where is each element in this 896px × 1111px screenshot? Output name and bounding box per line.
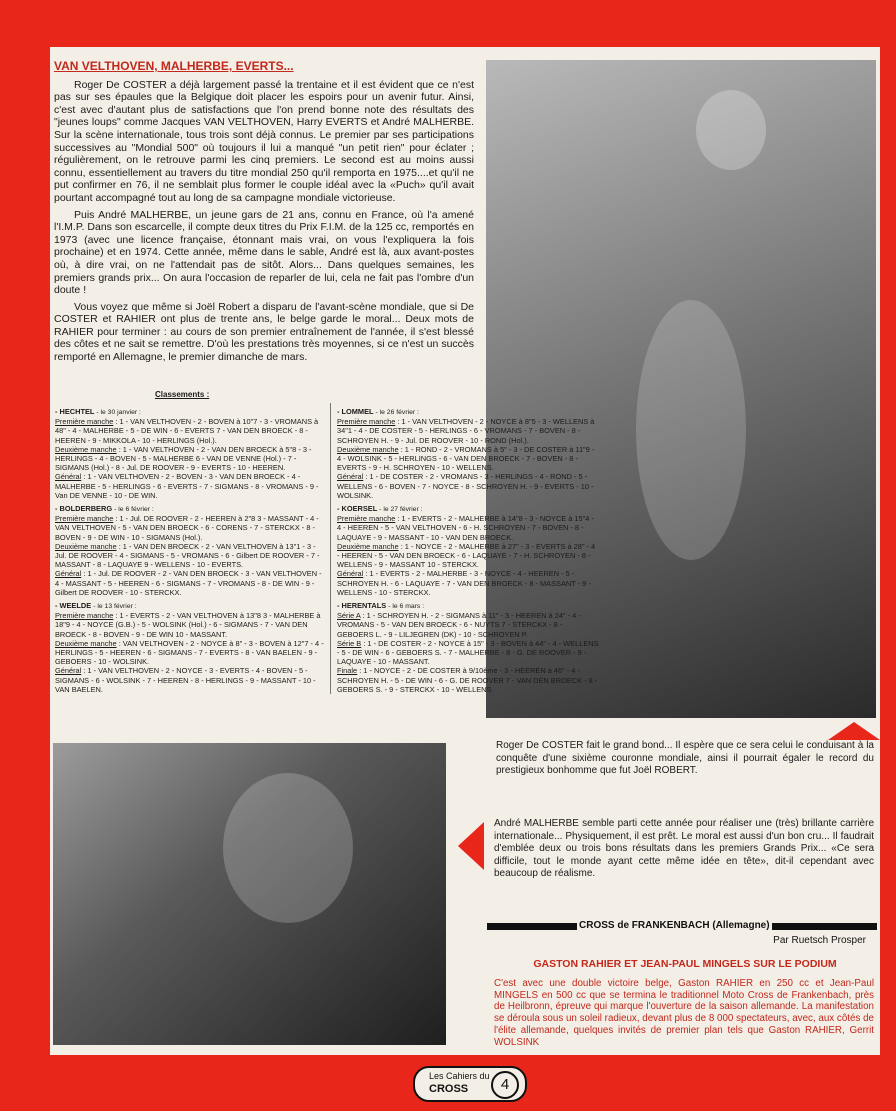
- venue-name: - LOMMEL: [337, 407, 374, 416]
- caption-arrow-up-icon: [828, 722, 880, 740]
- race-text: : 1 - VAN VELTHOVEN - 2 - BOVEN à 10"7 - 3 - VROMANS à 48" - 4 - MALHERBE - 5 - DE WIN - 6 - EVERTS 7 - VAN DEN BROECK - 8 - HEEREN - 9 - MIKKOLA - 10 - HERLINGS (Hol.).: [55, 417, 319, 445]
- race-text: : VAN VELTHOVEN - 2 - NOYCE à 8" - 3 - BOVEN à 12"7 - 4 - HERLINGS - 5 - HEEREN - 6 - SIGMANS - 7 - EVERTS - 8 - VAN BAELEN - 9 - GEBOERS - 10 - WOLSINK.: [55, 638, 324, 667]
- race-text: : 1 - EVERTS - 2 - VAN VELTHOVEN à 13"8 3 - MALHERBE à 18"9 - 4 - NOYCE (G.B.) - 5 - WOLSINK (Hol.) - 6 - SIGMANS - 7 - VAN DEN BROECK - 8 - BOVEN - 9 - DE WIN 10 - MASSANT.: [55, 611, 321, 639]
- caption-arrow-left-icon: [458, 822, 484, 870]
- venue-heading: [337, 601, 599, 611]
- race-result: [55, 639, 325, 667]
- venue-heading: [55, 601, 325, 611]
- results-title: Classements :: [155, 390, 210, 399]
- race-result: [55, 472, 325, 500]
- race-result: [55, 417, 325, 445]
- venue-date: - le 6 mars :: [388, 603, 425, 611]
- race-label: Première manche: [55, 514, 114, 524]
- race-label: Deuxième manche: [55, 541, 117, 551]
- face-shape: [223, 773, 353, 923]
- race-result: [337, 666, 599, 694]
- footer-line1: Les Cahiers du: [429, 1071, 490, 1081]
- article-paragraph-2: Puis André MALHERBE, un jeune gars de 21 ans, connu en France, où l'a amené l'I.M.P. Dans son escarcelle, il compte deux titres du Prix F.I.M. de la 125 cc, remportés en 1973 (avec une licence française, étonnant mais vrai, on vous l'expliquera la fois prochaine) et en 1974. Cette année, même dans le sable, André est là, aux avant-postes où, à dire vrai, on ne l'attendait pas de sitôt. Alors... Dans quelques semaines, les premiers grands prix... On aura l'occasion de reparler de lui, cela ne fait pas l'ombre d'un doute !: [54, 208, 474, 297]
- venue-name: - KOERSEL: [337, 504, 378, 514]
- race-result: [55, 542, 325, 570]
- race-label: Général: [55, 666, 82, 676]
- cross-body: C'est avec une double victoire belge, Gaston RAHIER en 250 cc et Jean-Paul MINGELS en 500 cc que se termina le traditionnel Moto Cross de Frankenbach, près de Heilbronn, épreuve qui marque l'ouverture de la saison allemande. La manifestation se déroula sous un soleil radieux, devant plus de 8 000 spectateurs, avec, aux côtés de l'élite allemande, quelques invités de premier plan tels que Gaston RAHIER, Gerrit WOLSINK: [494, 978, 874, 1048]
- race-result: [55, 611, 325, 639]
- race-result: [55, 569, 325, 597]
- race-label: Finale: [337, 666, 358, 676]
- footer-line2: CROSS: [429, 1083, 469, 1095]
- results-right-column: [330, 403, 599, 694]
- results-left-column: [55, 403, 325, 694]
- race-text: : 1 - Jul. DE ROOVER - 2 - VAN DEN BROECK - 3 - VAN VELTHOVEN - 4 - MASSANT - 5 - HEEREN - 6 - SIGMANS - 7 - VROMANS - 8 - DE WIN - 9 - Gilbert DE ROOVER - 10 - STERCKX.: [55, 569, 322, 597]
- venue-name: - WEELDE: [55, 601, 92, 611]
- race-label: Deuxième manche: [55, 444, 117, 454]
- race-result: [337, 611, 599, 639]
- venue-name: - HECHTEL: [55, 407, 95, 416]
- race-label: Deuxième manche: [337, 444, 399, 454]
- race-text: : 1 - EVERTS - 2 - MALHERBE à 14"8 - 3 - NOYCE à 15"4 - 4 - HEEREN - 5 - VAN VELTHOVEN - 6 - H. SCHROYEN - 7 - BOVEN - 8 - LAQUAYE - 9 - MASSANT - 10 - VAN DEN BROECK.: [337, 514, 594, 542]
- venue-block: [55, 407, 325, 500]
- byline: Par Ruetsch Prosper: [773, 935, 866, 946]
- venue-name: - BOLDERBERG: [55, 504, 113, 514]
- race-text: : 1 - DE COSTER - 2 - VROMANS - 3 - HERLINGS - 4 - ROND - 5 - WELLENS - 6 - BOVEN - 7 - NOYCE - 8 - SCHROYEN H. - 9 - EVERTS - 10 - WOLSINK.: [337, 472, 594, 500]
- race-text: : 1 - SCHROYEN H. - 2 - SIGMANS à 11" - 3 - HEEREN à 24" - 4 - VROMANS - 5 - VAN DEN BROECK - 6 - NUYTS 7 - STERCKX - 8 - GEBOERS L. - 9 - LILJEGREN (DK) - 10 - SCHROYEN P.: [337, 611, 581, 639]
- race-text: : 1 - VAN VELTHOVEN - 2 - VAN DEN BROECK à 5"8 - 3 - HERLINGS - 4 - BOVEN - 5 - MALHERBE 6 - VAN DE VENNE (Hol.) - 7 - SIGMANS (Hol.) - 8 - Jul. DE ROOVER - 9 - EVERTS - 10 - HEEREN.: [55, 444, 312, 473]
- venue-block: [337, 504, 599, 597]
- bike-shape: [636, 300, 746, 560]
- race-result: [337, 639, 599, 667]
- race-text: : 1 - VAN VELTHOVEN - 2 - NOYCE à 8"5 - 3 - WELLENS à 34"1 - 4 - DE COSTER - 5 - HERLINGS - 6 - VROMANS - 7 - BOVEN - 8 - SCHROYEN H. - 9 - Jul. DE ROOVER - 10 - ROND (Hol.).: [337, 417, 595, 445]
- race-result: [55, 445, 325, 473]
- race-text: : 1 - DE COSTER - 2 - NOYCE à 15" - 3 - BOVEN à 44" - 4 - WELLENS - 5 - DE WIN - 6 - GEBOERS S. - 7 - MALHERBE - 8 - G. DE ROOVER - 9 - LAQUAYE - 10 - MASSANT.: [337, 638, 599, 667]
- venue-heading: [337, 504, 599, 514]
- race-result: [337, 569, 599, 597]
- race-label: Première manche: [55, 417, 114, 427]
- article-title: VAN VELTHOVEN, MALHERBE, EVERTS...: [54, 59, 294, 73]
- venue-block: [55, 601, 325, 694]
- race-result: [337, 542, 599, 570]
- venue-date: - le 30 janvier :: [96, 409, 141, 416]
- race-text: : 1 - EVERTS - 2 - MALHERBE - 3 - NOYCE - 4 - HEEREN - 5 - SCHROYEN H. - 6 - LAQUAYE - 7 - VAN DEN BROECK - 8 - MASSANT - 9 - WELLENS - 10 - STERCKX.: [337, 569, 591, 597]
- race-text: : 1 - NOYCE - 2 - MALHERBE à 27" - 3 - EVERTS à 28" - 4 - HEEREN - 5 - VAN DEN BROECK - 6 - LAQUAYE - 7 - H. SCHROYEN - 8 - WELLENS - 9 - MASSANT 10 - STERCKX.: [337, 541, 596, 570]
- cross-title: CROSS de FRANKENBACH (Allemagne): [579, 920, 770, 931]
- article-paragraph-3: Vous voyez que même si Joël Robert a disparu de l'avant-scène mondiale, que si De COSTER et RAHIER ont plus de trente ans, le belge garde le moral... Deux mots de RAHIER pour terminer : au cours de son premier entraînement de l'année, il s'est blessé des côtes et ne sait se remettre. D'où les prestations très moyennes, si ce n'est un succès remporté en Allemagne, le premier dimanche de mars.: [54, 300, 474, 364]
- race-text: : 1 - VAN DEN BROECK - 2 - VAN VELTHOVEN à 13"1 - 3 - Jul. DE ROOVER - 4 - SIGMANS - 5 - VROMANS - 6 - Gilbert DE ROOVER - 7 - MASSANT - 8 - LAQUAYE 9 - WELLENS - 10 - EVERTS.: [55, 541, 320, 570]
- footer-badge: [413, 1066, 527, 1102]
- venue-heading: [55, 407, 325, 417]
- race-label: Général: [337, 569, 364, 579]
- race-label: Première manche: [55, 611, 114, 621]
- race-label: Général: [55, 472, 82, 482]
- cross-headline: GASTON RAHIER ET JEAN-PAUL MINGELS SUR LE PODIUM: [533, 958, 837, 970]
- venue-date: - le 6 février :: [114, 506, 154, 514]
- race-label: Deuxième manche: [337, 541, 399, 551]
- venue-name: - HERENTALS: [337, 601, 387, 611]
- venue-heading: [337, 407, 599, 417]
- race-result: [337, 445, 599, 473]
- race-text: : 1 - VAN VELTHOVEN - 2 - NOYCE - 3 - EVERTS - 4 - BOVEN - 5 - SIGMANS - 6 - WOLSINK - 7 - HEEREN - 8 - HERLINGS - 9 - MASSANT - 10 - VAN BAELEN.: [55, 666, 316, 694]
- cross-section-header: [487, 920, 877, 933]
- venue-block: [337, 407, 599, 500]
- photo1-caption: Roger De COSTER fait le grand bond... Il espère que ce sera celui le conduisant à la conquête d'une sixième couronne mondiale, ainsi il pourrait égaler le record du prestigieux bonhomme que fut Joël ROBERT.: [496, 740, 874, 776]
- race-result: [337, 472, 599, 500]
- photo2-caption: André MALHERBE semble parti cette année pour réaliser une (très) brillante carrière internationale... Physiquement, il est prêt. Le moral est aussi d'un bon cru... Il faudrait d'emblée deux ou trois bons résultats dans les premiers Grands Prix... «Ce sera difficile, tout le monde ayant cette même idée en tête», dit-il cependant avec beaucoup de réalisme.: [494, 818, 874, 879]
- page-number: 4: [491, 1071, 519, 1099]
- venue-heading: [55, 504, 325, 514]
- venue-block: [55, 504, 325, 597]
- race-result: [55, 666, 325, 694]
- venue-date: - le 13 février :: [93, 603, 137, 611]
- race-text: : 1 - VAN VELTHOVEN - 2 - BOVEN - 3 - VAN DEN BROECK - 4 - MALHERBE - 5 - HERLINGS - 6 - EVERTS - 7 - SIGMANS - 8 - VROMANS - 9 - Van DE VENNE - 10 - DE WIN.: [55, 472, 319, 500]
- race-result: [55, 514, 325, 542]
- venue-block: [337, 601, 599, 694]
- race-result: [337, 417, 599, 445]
- rider-portrait-photo: [53, 743, 446, 1045]
- race-label: Série A: [337, 611, 361, 621]
- race-label: Série B: [337, 638, 362, 648]
- race-text: : 1 - NOYCE - 2 - DE COSTER à 9/10ème - 3 - HEEREN à 46" - 4 - SCHROYEN H. - 5 - DE WIN - 6 - G. DE ROOVER 7 - VAN DEN BROECK - 8 - GEBOERS S. - 9 - STERCKX - 10 - WELLENS.: [337, 666, 598, 694]
- race-label: Deuxième manche: [55, 638, 117, 648]
- race-label: Première manche: [337, 417, 396, 427]
- main-article: [54, 60, 474, 390]
- race-label: Première manche: [337, 514, 396, 524]
- race-label: Général: [337, 472, 364, 482]
- race-label: Général: [55, 569, 82, 579]
- venue-date: - le 27 février :: [379, 506, 423, 514]
- article-paragraph-1: Roger De COSTER a déjà largement passé la trentaine et il est évident que ce n'est pas sur ses épaules que la Belgique doit placer les espoirs pour un avenir futur. Ainsi, c'est avec d'autant plus de satisfactions que l'on prend bonne note des résultats des "jeunes loups" comme Jacques VAN VELTHOVEN, Harry EVERTS et André MALHERBE. Sur la scène internationale, tous trois sont déjà connus. Le premier par ses participations successives au "Mondial 500" où toujours il lui a manqué "un petit rien" pour éclater ; régulièrement, on le retrouve parmi les cinq premiers. Le second est au moins aussi connu, essentiellement au travers du titre mondial 250 qu'il remporta en 1975....et qu'il ne put confirmer en 76, il ne semblait plus former le couple idéal avec la «Puch» qu'il avait pourtant accompagné tout au long de sa campagne mondiale victorieuse.: [54, 78, 474, 204]
- race-text: : 1 - Jul. DE ROOVER - 2 - HEEREN à 2"8 3 - MASSANT - 4 - VAN VELTHOVEN - 5 - VAN DEN BROECK - 6 - CORENS - 7 - STERCKX - 8 - BOVEN - 9 - DE WIN - 10 - SIGMANS (Hol.).: [55, 514, 319, 542]
- race-text: : 1 - ROND - 2 - VROMANS à 5" - 3 - DE COSTER à 11"9 - 4 - WOLSINK - 5 - HERLINGS - 6 - VAN DEN BROECK - 7 - BOVEN - 8 - EVERTS - 9 - H. SCHROYEN - 10 - WELLENS.: [337, 444, 595, 473]
- venue-date: - le 26 février :: [375, 409, 419, 416]
- race-result: [337, 514, 599, 542]
- helmet-shape: [696, 90, 766, 170]
